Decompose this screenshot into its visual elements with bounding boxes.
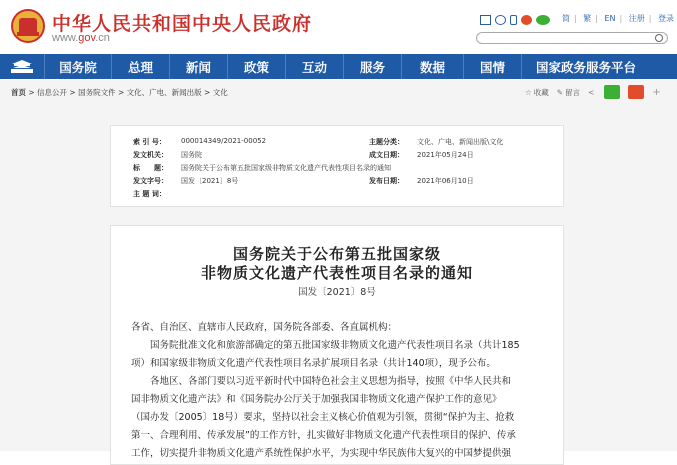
search-icon[interactable] xyxy=(655,34,663,42)
share-weibo-button[interactable] xyxy=(628,85,644,99)
more-share-icon[interactable]: + xyxy=(652,86,661,98)
national-emblem-icon[interactable] xyxy=(11,9,45,43)
article-paragraph: 国务院批准文化和旅游部确定的第五批国家级非物质文化遗产代表性项目名录（共计185 xyxy=(131,340,520,351)
nav-item-state-council[interactable]: 国务院 xyxy=(44,54,111,79)
article-title-line1: 国务院关于公布第五批国家级 xyxy=(232,245,441,263)
article-paragraph: 第一、合理利用、传承发展”的工作方针，扎实做好非物质文化遗产代表性项目的保护、传承 xyxy=(131,430,516,441)
article-title-line2: 非物质文化遗产代表性项目名录的通知 xyxy=(200,264,473,282)
search-input[interactable] xyxy=(476,32,668,44)
document-number: 国发〔2021〕8号 xyxy=(298,287,376,298)
nav-item-news[interactable]: 新闻 xyxy=(169,54,227,79)
favorite-button[interactable]: ☆ 收藏 xyxy=(525,87,549,97)
weibo-icon[interactable] xyxy=(521,15,532,25)
wechat-icon[interactable] xyxy=(536,15,550,25)
pencil-icon: ✎ xyxy=(556,87,564,97)
site-header xyxy=(0,0,677,52)
article-body xyxy=(110,225,564,465)
article-paragraph: 国非物质文化遗产法》和《国务院办公厅关于加强我国非物质文化遗产保护工作的意见》 xyxy=(131,394,502,405)
top-links: 简 | 繁 | EN | 注册 | 登录 xyxy=(562,14,675,23)
breadcrumb xyxy=(11,87,228,98)
breadcrumb-home[interactable]: 首页 xyxy=(11,88,26,97)
article-paragraph: （国办发〔2005〕18号）要求，坚持以社会主义核心价值观为引领，贯彻“保护为主、抢救 xyxy=(131,412,515,423)
share-wechat-button[interactable] xyxy=(604,85,620,99)
article-tools xyxy=(525,85,661,99)
link-register[interactable]: 注册 xyxy=(628,14,645,23)
share-icon[interactable]: < xyxy=(588,87,595,97)
article-paragraph: 各地区、各部门要以习近平新时代中国特色社会主义思想为指导，按照《中华人民共和 xyxy=(131,376,512,387)
nav-item-services[interactable]: 服务 xyxy=(343,54,401,79)
link-simplified[interactable]: 简 xyxy=(562,14,570,23)
main-nav xyxy=(0,54,677,79)
site-url[interactable]: www.gov.cn xyxy=(52,32,110,44)
nav-item-data[interactable]: 数据 xyxy=(401,54,463,79)
link-traditional[interactable]: 繁 xyxy=(583,14,592,23)
comment-button[interactable]: ✎ 留言 xyxy=(556,87,581,97)
document-metadata: 索 引 号： 000014349/2021-00052 主题分类： 文化、广电、新闻出版\文化 发文机关： 国务院 成文日期： 2021年05月24日 标 题： 国务院关于公布第五批国家级非物质文化遗产代表性项目名录的通知 发文字号： 国发〔2021〕8号 发布日期： 2021年06月10日 主 题 词： xyxy=(110,125,564,207)
article-paragraph: 工作，切实提升非物质文化遗产系统性保护水平，为实现中华民族伟大复兴的中国梦提供强 xyxy=(131,448,512,459)
top-icons xyxy=(480,13,550,27)
nav-item-national-info[interactable]: 国情 xyxy=(463,54,521,79)
link-login[interactable]: 登录 xyxy=(658,14,675,23)
article-paragraph: 项）和国家级非物质文化遗产代表性项目名录扩展项目名录（共计140项），现予公布。 xyxy=(131,358,496,369)
nav-item-interaction[interactable]: 互动 xyxy=(285,54,343,79)
nav-home[interactable] xyxy=(0,54,44,79)
tiananmen-icon xyxy=(10,59,34,74)
breadcrumb-bar xyxy=(0,80,677,104)
nav-item-gov-service-platform[interactable]: 国家政务服务平台 xyxy=(521,54,677,79)
accessibility-icon[interactable] xyxy=(495,15,506,25)
mail-icon[interactable] xyxy=(480,15,491,25)
breadcrumb-path[interactable]: > 信息公开 > 国务院文件 > 文化、广电、新闻出版 > 文化 xyxy=(26,88,228,97)
mobile-icon[interactable] xyxy=(510,15,517,25)
nav-item-premier[interactable]: 总理 xyxy=(111,54,169,79)
article-paragraph: 各省、自治区、直辖市人民政府，国务院各部委、各直属机构： xyxy=(131,322,398,333)
link-english[interactable]: EN xyxy=(604,14,616,23)
nav-item-policy[interactable]: 政策 xyxy=(227,54,285,79)
site-title[interactable]: 中华人民共和国中央人民政府 xyxy=(52,13,313,35)
star-icon: ☆ xyxy=(525,87,532,97)
